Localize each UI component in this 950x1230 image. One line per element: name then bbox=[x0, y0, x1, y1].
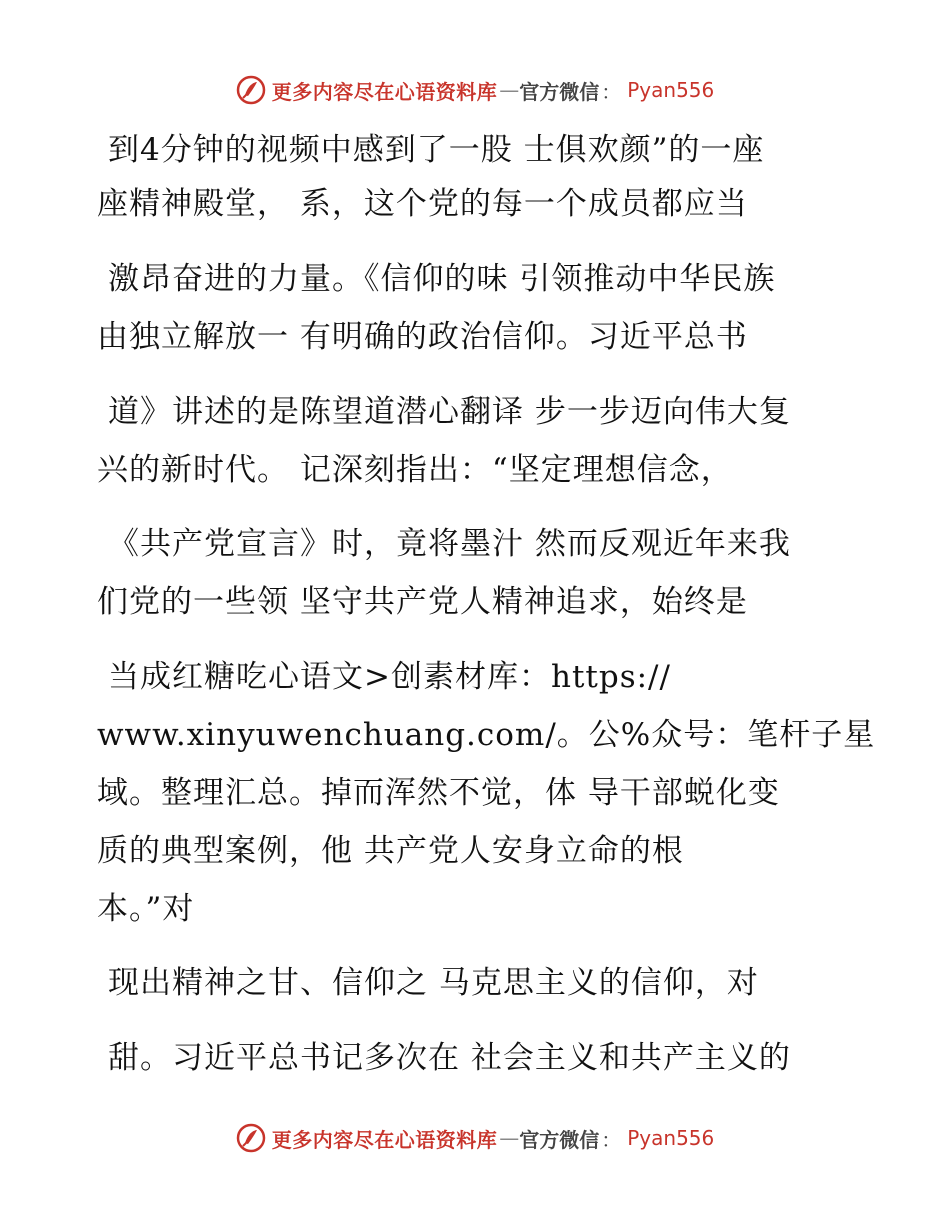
banner-wechat-label: 官方微信 bbox=[519, 79, 600, 104]
banner-main-text: 更多内容尽在心语资料库 bbox=[271, 1127, 498, 1152]
banner-separator: ： bbox=[601, 1127, 622, 1152]
text-line: 域。整理汇总。掉而浑然不觉，体 导干部蜕化变 bbox=[97, 775, 780, 811]
footer-watermark-banner bbox=[0, 1118, 950, 1158]
text-line: 本。”对 bbox=[97, 891, 195, 927]
text-line: 座精神殿堂， 系，这个党的每一个成员都应当 bbox=[97, 186, 748, 222]
text-line: 现出精神之甘、信仰之 马克思主义的信仰，对 bbox=[108, 965, 759, 1001]
banner-wechat-id: Pyan556 bbox=[627, 1126, 715, 1150]
text-line: 当成红糖吃心语文>创素材库：https:// bbox=[108, 659, 671, 695]
text-line: 们党的一些领 坚守共产党人精神追求，始终是 bbox=[97, 584, 748, 620]
banner-wechat-label: 官方微信 bbox=[519, 1127, 600, 1152]
text-line: 甜。习近平总书记多次在 社会主义和共产主义的 bbox=[108, 1040, 791, 1076]
banner-dash: — bbox=[499, 78, 518, 102]
text-line: 《共产党宣言》时，竟将墨汁 然而反观近年来我 bbox=[108, 526, 791, 562]
text-line: 质的典型案例，他 共产党人安身立命的根 bbox=[97, 833, 684, 869]
text-line: 道》讲述的是陈望道潜心翻译 步一步迈向伟大复 bbox=[108, 394, 791, 430]
text-line: 由独立解放一 有明确的政治信仰。习近平总书 bbox=[97, 319, 748, 355]
text-line: 兴的新时代。 记深刻指出：“坚定理想信念， bbox=[97, 452, 733, 488]
banner-main-text: 更多内容尽在心语资料库 bbox=[271, 79, 498, 104]
banner-wechat-id: Pyan556 bbox=[627, 78, 715, 102]
banner-separator: ： bbox=[601, 79, 622, 104]
text-line: 激昂奋进的力量。《信仰的味 引领推动中华民族 bbox=[108, 261, 776, 297]
banner-dash: — bbox=[499, 1126, 518, 1150]
text-line: www.xinyuwenchuang.com/。公%众号：笔杆子星 bbox=[97, 717, 876, 753]
text-line: 到4分钟的视频中感到了一股 士俱欢颜”的一座 bbox=[108, 132, 765, 168]
logo-icon bbox=[236, 1123, 266, 1153]
